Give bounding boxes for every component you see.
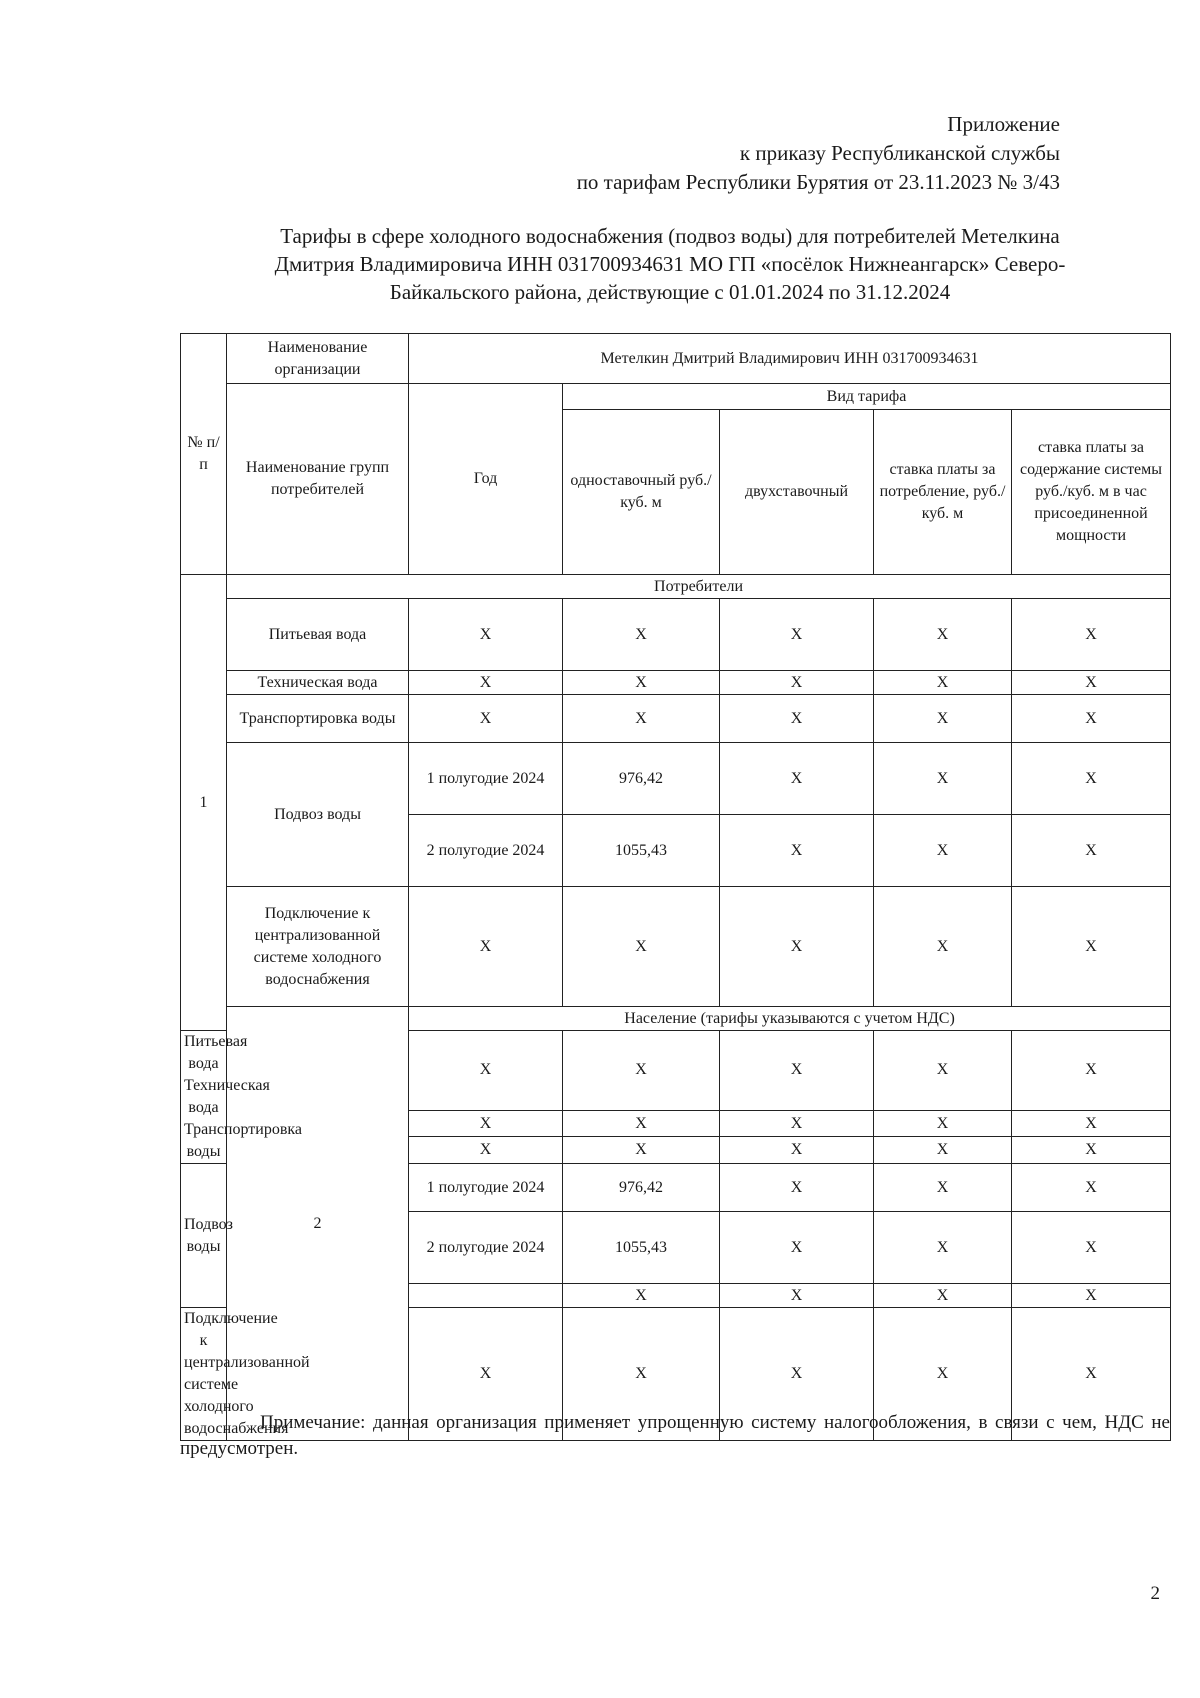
cell-x: Х (563, 1308, 720, 1441)
title-line-2: Дмитрия Владимировича ИНН 031700934631 МО ГП «посёлок Нижнеангарск» Северо- (274, 252, 1066, 276)
header-line-date: по тарифам Республики Бурятия от 23.11.2023 № 3/43 (576, 170, 1060, 194)
footnote: Примечание: данная организация применяет упрощенную систему налогообложения, в связи с чем, НДС не предусмотрен. (180, 1412, 1170, 1459)
document-title (200, 222, 1140, 306)
cell-x: Х (720, 671, 874, 695)
table-row (181, 695, 1171, 743)
period-first-half: 1 полугодие 2024 (409, 743, 563, 815)
cell-x: Х (563, 1031, 720, 1111)
cell-x: Х (409, 887, 563, 1007)
cell-x: Х (720, 815, 874, 887)
header-double-rate: двухставочный (720, 410, 874, 575)
cell-x: Х (1012, 1284, 1171, 1308)
period-first-half: 1 полугодие 2024 (409, 1164, 563, 1212)
cell-x: Х (720, 1164, 874, 1212)
table-row (181, 743, 1171, 815)
cell-x: Х (720, 1137, 874, 1164)
tariff-value-second-half: 1055,43 (563, 815, 720, 887)
cell-x: Х (874, 1031, 1012, 1111)
cell-x: Х (874, 671, 1012, 695)
cell-x: Х (720, 599, 874, 671)
cell-x: Х (720, 1284, 874, 1308)
header-line-order: к приказу Республиканской службы (739, 141, 1060, 165)
row-label-water-group (181, 1031, 303, 1164)
cell-x: Х (1012, 1137, 1171, 1164)
row-label-drinking-water: Питьевая вода (227, 599, 409, 671)
row-label-water-delivery: Подвоз воды (181, 1164, 227, 1308)
section-1-heading: Потребители (227, 575, 1171, 599)
header-single-rate: одноставочный руб./ куб. м (563, 410, 720, 575)
row-label-water-delivery: Подвоз воды (227, 743, 409, 887)
cell-x: Х (409, 1137, 563, 1164)
cell-x: Х (563, 599, 720, 671)
row-label-water-transport: Транспортировка воды (227, 695, 409, 743)
cell-x: Х (563, 887, 720, 1007)
cell-x: Х (874, 1137, 1012, 1164)
row-label-connection: Подключение к централизованной системе холодного водоснабжения (181, 1308, 227, 1441)
document-header (360, 110, 1060, 197)
empty-cell (409, 1284, 563, 1308)
cell-x: Х (874, 815, 1012, 887)
cell-x: Х (409, 1110, 563, 1137)
title-line-1: Тарифы в сфере холодного водоснабжения (подвоз воды) для потребителей Метелкина (280, 224, 1060, 248)
cell-x: Х (409, 1031, 563, 1111)
header-consumption-rate: ставка платы за потребление, руб./ куб. м (874, 410, 1012, 575)
cell-x: Х (1012, 1110, 1171, 1137)
cell-x: Х (563, 1110, 720, 1137)
org-name-value: Метелкин Дмитрий Владимирович ИНН 031700934631 (409, 334, 1171, 384)
header-org-name: Наименование организации (227, 334, 409, 384)
cell-x: Х (1012, 1031, 1171, 1111)
header-number: № п/п (181, 334, 227, 575)
tariff-value-first-half: 976,42 (563, 743, 720, 815)
section-2-number: 2 (227, 1007, 409, 1441)
tariff-value-second-half: 1055,43 (563, 1212, 720, 1284)
cell-x: Х (1012, 1164, 1171, 1212)
cell-x: Х (563, 1284, 720, 1308)
cell-x: Х (874, 695, 1012, 743)
cell-x: Х (720, 1308, 874, 1441)
header-consumer-group: Наименование групп потребителей (227, 384, 409, 575)
cell-x: Х (874, 1284, 1012, 1308)
table-row (181, 599, 1171, 671)
cell-x: Х (409, 671, 563, 695)
title-line-3: Байкальского района, действующие с 01.01.2024 по 31.12.2024 (389, 280, 951, 304)
cell-x: Х (874, 743, 1012, 815)
period-second-half: 2 полугодие 2024 (409, 1212, 563, 1284)
table-row (181, 887, 1171, 1007)
cell-x: Х (720, 1031, 874, 1111)
cell-x: Х (874, 1308, 1012, 1441)
cell-x: Х (720, 1110, 874, 1137)
header-maintenance-rate: ставка платы за содержание системы руб./куб. м в час присоединенной мощности (1012, 410, 1171, 575)
cell-x: Х (563, 695, 720, 743)
tariff-value-first-half: 976,42 (563, 1164, 720, 1212)
period-second-half: 2 полугодие 2024 (409, 815, 563, 887)
cell-x: Х (409, 599, 563, 671)
cell-x: Х (563, 1137, 720, 1164)
table-row (181, 671, 1171, 695)
row-label-drinking-water: Питьевая вода (184, 1033, 248, 1072)
cell-x: Х (1012, 815, 1171, 887)
header-tariff-type: Вид тарифа (563, 384, 1171, 410)
cell-x: Х (874, 1212, 1012, 1284)
cell-x: Х (720, 887, 874, 1007)
section-2-heading: Население (тарифы указываются с учетом НДС) (409, 1007, 1171, 1031)
cell-x: Х (720, 1212, 874, 1284)
cell-x: Х (409, 695, 563, 743)
cell-x: Х (1012, 599, 1171, 671)
cell-x: Х (1012, 695, 1171, 743)
page-number: 2 (1150, 1583, 1160, 1604)
cell-x: Х (1012, 743, 1171, 815)
cell-x: Х (1012, 1308, 1171, 1441)
cell-x: Х (720, 743, 874, 815)
cell-x: Х (1012, 887, 1171, 1007)
header-year: Год (409, 384, 563, 575)
row-label-technical-water: Техническая вода (184, 1077, 270, 1116)
cell-x: Х (874, 1110, 1012, 1137)
cell-x: Х (874, 599, 1012, 671)
row-label-technical-water: Техническая вода (227, 671, 409, 695)
header-line-appendix: Приложение (947, 112, 1060, 136)
cell-x: Х (1012, 1212, 1171, 1284)
cell-x: Х (409, 1308, 563, 1441)
tariff-table (180, 333, 1171, 1441)
cell-x: Х (563, 671, 720, 695)
section-1-number: 1 (181, 575, 227, 1031)
cell-x: Х (1012, 671, 1171, 695)
row-label-water-transport: Транспортировка воды (184, 1121, 303, 1160)
cell-x: Х (874, 1164, 1012, 1212)
row-label-connection: Подключение к централизованной системе холодного водоснабжения (227, 887, 409, 1007)
cell-x: Х (874, 887, 1012, 1007)
cell-x: Х (720, 695, 874, 743)
